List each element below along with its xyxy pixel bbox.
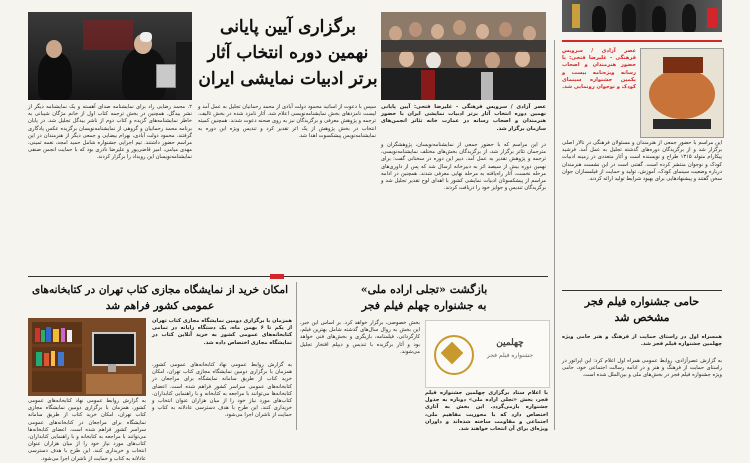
tajalli-headline [300,282,548,316]
fajr-festival-logo [425,320,550,388]
column-divider [554,40,555,430]
logo-text: چهلمین [496,338,524,348]
bookfair-body-continued: به گزارش روابط عمومی نهاد کتابخانه‌های عمومی کشور، همزمان با برگزاری دومین نمایشگاه مجازی کتاب تهران، امکان خرید کتاب از طریق سامانه نمایشگاه برای مراجعان در کتابخانه‌های عمومی سراسر کشور فراهم شده است. اعضای کتابخانه‌ها می‌توانند با مراجعه به کتابخانه و با راهنمایی کتابداران، کتاب‌های مورد نیاز خود را از میان هزاران عنوان انتخاب و خریداری کنند. این طرح با هدف دسترسی عادلانه به کتاب و حمایت از ناشران اجرا می‌شود. [28,398,146,462]
top-story-headline [198,14,378,100]
ceremony-photo-left [28,12,192,100]
group-photo [381,12,546,100]
headline-line: برگزاری آیین پایانی [220,17,356,37]
headline-line: برتر ادبیات نمایشی ایران [198,69,378,89]
headline-line: مشخص شد [614,311,670,324]
library-photo [28,318,146,396]
headline-line: حامی جشنواره فیلم فجر [584,295,700,308]
headline-line: امکان خرید از نمایشگاه مجازی کتاب تهران در کتابخانه‌های [31,284,289,296]
tajalli-body-a: بخش خصوصی، برگزار خواهد کرد. بر اساس این خبر، این بخش به روال سال‌های گذشته شامل بهترین فیلم، کارگردانی، فیلمنامه، بازیگری و بخش‌های فنی خواهد بود و آثار برگزیده با تندیس و دیپلم افتخار تجلیل می‌شوند. [300,320,420,355]
bookfair-body: به گزارش روابط عمومی نهاد کتابخانه‌های عمومی کشور، همزمان با برگزاری دومین نمایشگاه مجازی کتاب تهران، امکان خرید کتاب از طریق سامانه نمایشگاه برای مراجعان در کتابخانه‌های عمومی سراسر کشور فراهم شده است. اعضای کتابخانه‌ها می‌توانند با مراجعه به کتابخانه و با راهنمایی کتابداران، کتاب‌های مورد نیاز خود را از میان هزاران عنوان انتخاب و خریداری کنند. این طرح با هدف دسترسی عادلانه به کتاب و حمایت از ناشران اجرا می‌شود. [152,362,292,419]
tajalli-body-b: با اعلام ستاد برگزاری چهلمین جشنواره فیلم فجر، بخش «تجلی اراده ملی» دوباره به جدول جشنواره بازمی‌گردد. این بخش به آثاری اختصاص دارد که با محوریت مفاهیم ملی، اجتماعی و مقاومت ساخته شده‌اند و داوران ویژه‌ای برای آن انتخاب خواهند شد. [425,390,548,433]
headline-line: به جشنواره چهلم فیلم فجر [361,299,487,312]
top-story-col3: ۲. محمد رضایی راد برای نمایشنامه صدای آهسته و یک نمایشنامه دیگر از نشر بیدگل. همچنین در بخش ترجمه کتاب اول از خانم مژگان شیبانی به خاطر نمایشنامه‌های گزیده و کتاب دوم از ناشر بیدگل تجلیل شد. در پایان برنامه محمد رحمانیان و گروهی از نمایشنامه‌نویسان برگزیده عکس یادگاری گرفتند. محمود دولت آبادی، بهرام بیضایی و جمعی دیگر از هنرمندان در این مراسم حضور داشتند. تیم اجرایی جشنواره شامل حمید امجد، نغمه ثمینی، مهدی میامی، امیر قاضی‌پور و علیرضا نادری بود که با حمایت انجمن صنفی نمایشنامه‌نویسان این رویداد را برگزار کردند. [28,104,192,161]
headline-line: نهمین دوره انتخاب آثار [207,43,369,63]
sponsor-body: به گزارش عصرآزادی، روابط عمومی همراه اول اعلام کرد: این اپراتور در راستای حمایت از فرهنگ و هنر و در ادامه رسالت اجتماعی خود، حامی ویژه جشنواره فیلم فجر در بخش‌های ملی و بین‌الملل شده است. [562,358,722,379]
top-story-body: در این مراسم که با حضور جمعی از نمایشنامه‌نویسان، پژوهشگران و مترجمان تئاتر برگزار شد، از برگزیدگان بخش‌های مختلف نمایشنامه‌نویسی، ترجمه و پژوهش تقدیر به عمل آمد. دبیر این دوره در سخنانی گفت: برای نهمین دوره بیش از سیصد اثر به دبیرخانه ارسال شد که پس از داوری‌های مرحله نخست، آثار راه‌یافته به مرحله نهایی معرفی شدند. همچنین در ادامه مراسم از پیشکسوتان ادبیات نمایشی کشور با اهدای لوح تقدیر تجلیل شد و برگزیدگان تندیس و جوایز خود را دریافت کردند. [381,142,546,192]
sponsor-headline [562,294,722,332]
bookfair-headline [28,282,292,316]
column-divider [296,282,297,430]
bookfair-lead: همزمان با برگزاری دومین نمایشگاه مجازی کتاب تهران از یکم تا ۶ بهمن ماه، یک دستگاه رایانه در تمامی کتابخانه‌های عمومی کشور به خرید آنلاین کتاب در نمایشگاه مجازی اختصاص داده شد. [152,318,292,346]
headline-line: بازگشت «تجلی اراده ملی» [360,283,488,296]
section-rule [562,290,722,291]
top-story-lead: عصر آزادی / سرویس فرهنگی - غلیرضا فتحی: آیین پایانی نهمین دوره انتخاب آثار برتر ادبیات نمایشی ایران با حضور هنرمندان و اصحاب رسانه در عمارت خانه تئاتر انجمن‌های سازمان برگزار شد. [381,104,546,132]
section-rule [562,40,722,42]
sidebar-lead: عصر آزادی / سرویس فرهنگی - غلیرضا فتحی: با حضور هنرمندان و اصحاب رسانه ویژه‌نامه بیست و یکمین جشنواره سینمای کودک و نوجوان رونمایی شد. [562,48,636,91]
headline-line: عمومی کشور فراهم شد [105,300,215,312]
sidebar-body: این مراسم با حضور جمعی از هنرمندان و مسئولان فرهنگی در تالار اصلی برگزار شد و از برگزیدگان دوره‌های گذشته تجلیل به عمل آمد. فرشید پیکارام متولد ۱۳۱۵ طراح و نویسنده است و آثار متعددی در زمینه ادبیات کودک و نوجوان منتشر کرده است. گفتنی است در این نشست هنرمندان درباره وضعیت سینمای کودک، آموزش، تولید و حمایت از فیلمسازان جوان سخن گفتند و پیشنهادهایی برای بهبود شرایط تولید ارائه کردند. [562,140,722,183]
sponsor-sub: همسراه اول در راستای حمایت از فرهنگ و هنر حامی ویژه چهلمین جشنواره فیلم فجر شد. [562,334,722,348]
stage-photo-right [562,0,722,32]
top-story-col2: سپس با دعوت از اساتید محمود دولت آبادی از محمد رحمانیان تجلیل به عمل آمد و لیست نامزدهای بخش نمایشنامه‌نویسی اعلام شد. آثار نامزد شده در بخش تالیف، ترجمه و پژوهش معرفی و برگزیدگان نیز به روی صحنه دعوت شدند. همچنین کمیته انتخاب در بخش پژوهش از یک اثر تقدیر کرد و تندیس ویژه این دوره به نمایشنامه‌نویس پیشکسوت اهدا شد. [198,104,376,139]
logo-text: جشنواره فیلم فجر [486,352,534,359]
section-rule [28,276,548,277]
section-marker [270,274,284,279]
festival-poster [640,48,724,138]
